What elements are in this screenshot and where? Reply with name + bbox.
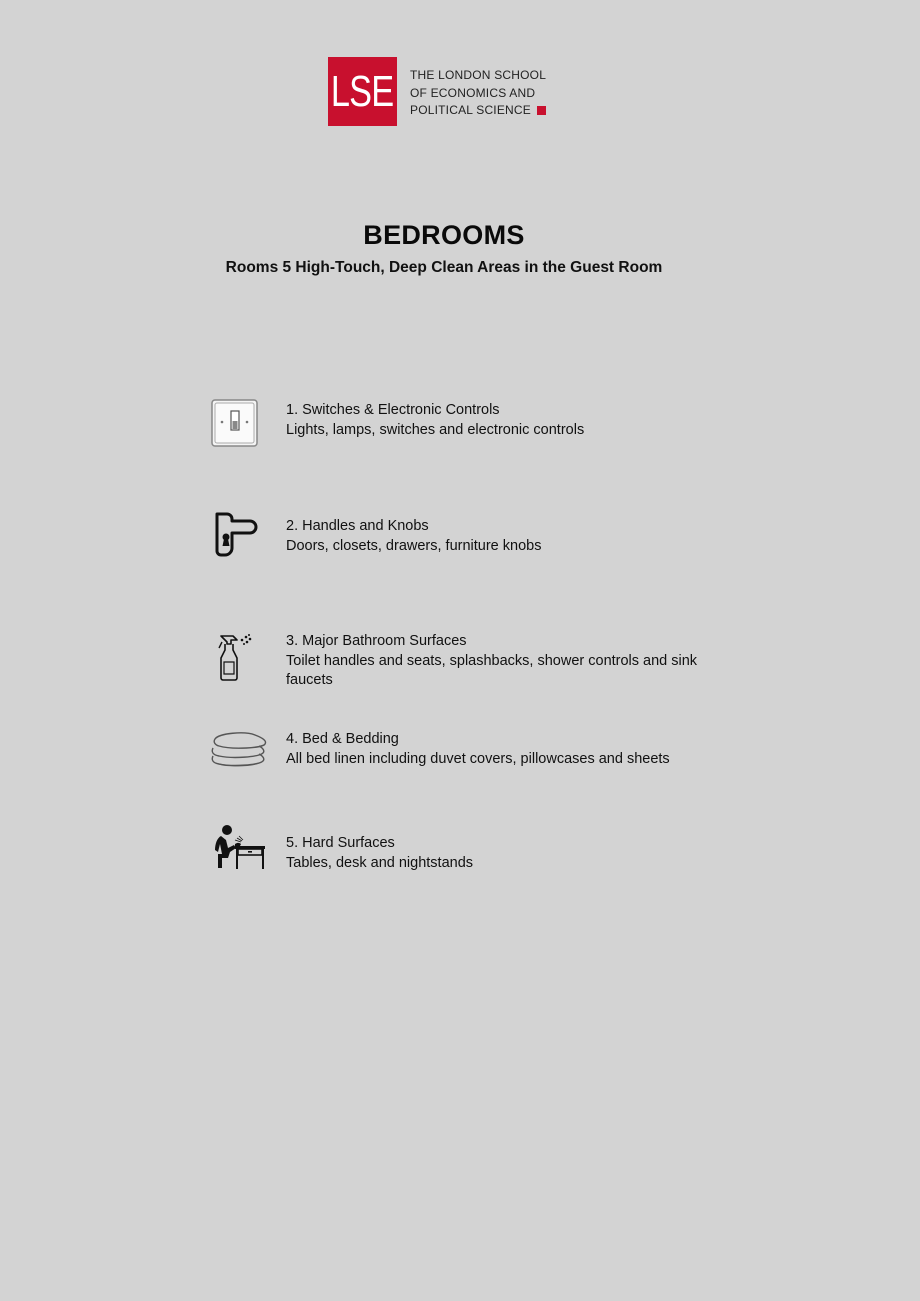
item-description: Tables, desk and nightstands xyxy=(286,854,474,871)
item-description: Toilet handles and seats, splashbacks, shower controls and sink faucets xyxy=(286,652,698,688)
item-description: Lights, lamps, switches and electronic controls xyxy=(286,421,585,438)
folded-towels-icon xyxy=(209,729,269,781)
item-heading: 5. Hard Surfaces xyxy=(286,835,395,851)
item-heading: 3. Major Bathroom Surfaces xyxy=(286,633,467,649)
item-heading: 1. Switches & Electronic Controls xyxy=(286,402,500,418)
item-description: Doors, closets, drawers, furniture knobs xyxy=(286,537,542,554)
light-switch-icon xyxy=(209,398,269,450)
page-title: BEDROOMS xyxy=(363,220,525,250)
item-heading: 4. Bed & Bedding xyxy=(286,731,399,747)
lse-logo xyxy=(328,57,546,126)
door-handle-icon xyxy=(209,508,269,560)
item-description: All bed linen including duvet covers, pillowcases and sheets xyxy=(286,750,670,767)
logo-square-icon xyxy=(537,106,546,115)
person-cleaning-table-icon xyxy=(209,822,269,874)
page-subtitle: Rooms 5 High-Touch, Deep Clean Areas in the Guest Room xyxy=(225,259,663,276)
item-heading: 2. Handles and Knobs xyxy=(286,518,429,534)
spray-bottle-icon xyxy=(209,632,269,684)
lse-logo-mark: LSE xyxy=(328,57,397,126)
lse-logo-text: THE LONDON SCHOOL OF ECONOMICS AND POLITICAL SCIENCE xyxy=(410,68,547,117)
